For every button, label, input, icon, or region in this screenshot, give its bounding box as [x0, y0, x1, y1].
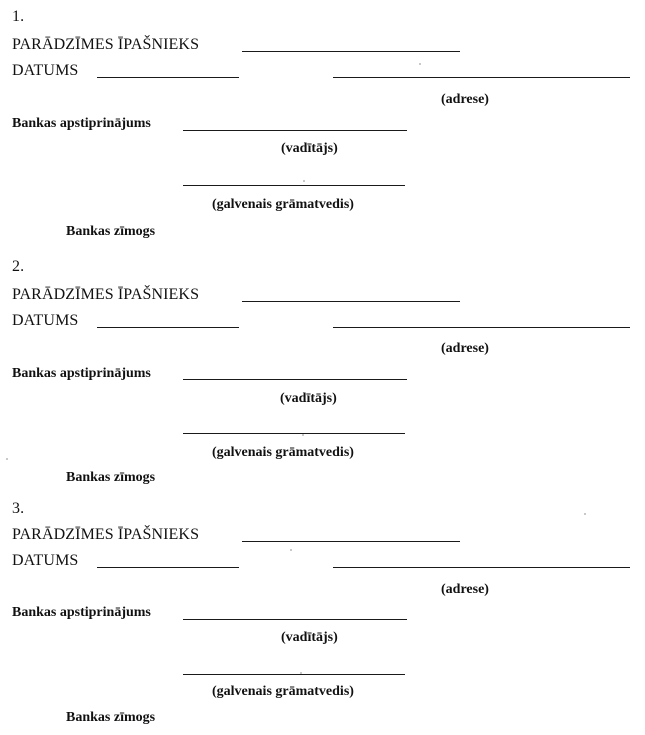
- address-field-line[interactable]: [333, 327, 630, 328]
- bank-confirmation-label: Bankas apstiprinājums: [12, 116, 151, 131]
- chief-accountant-label: (galvenais grāmatvedis): [212, 197, 354, 212]
- manager-label: (vadītājs): [281, 630, 338, 645]
- section-number: 1.: [12, 8, 25, 25]
- chief-accountant-signature-line[interactable]: [183, 674, 405, 675]
- date-label: DATUMS: [12, 552, 79, 569]
- scan-speck: [300, 672, 302, 674]
- address-field-line[interactable]: [333, 77, 630, 78]
- date-label: DATUMS: [12, 312, 79, 329]
- date-field-line[interactable]: [97, 77, 239, 78]
- date-field-line[interactable]: [97, 567, 239, 568]
- scan-speck: [6, 458, 8, 460]
- manager-signature-line[interactable]: [183, 130, 407, 131]
- bank-stamp-label: Bankas zīmogs: [66, 224, 156, 239]
- owner-field-line[interactable]: [242, 301, 460, 302]
- owner-label: PARĀDZĪMES ĪPAŠNIEKS: [12, 36, 200, 53]
- chief-accountant-label: (galvenais grāmatvedis): [212, 445, 354, 460]
- endorsement-section-2: [0, 250, 645, 486]
- scan-speck: [303, 180, 305, 182]
- chief-accountant-label: (galvenais grāmatvedis): [212, 684, 354, 699]
- bank-stamp-label: Bankas zīmogs: [66, 470, 156, 485]
- address-label: (adrese): [441, 341, 489, 356]
- manager-label: (vadītājs): [280, 391, 337, 406]
- date-label: DATUMS: [12, 62, 79, 79]
- owner-label: PARĀDZĪMES ĪPAŠNIEKS: [12, 526, 200, 543]
- owner-label: PARĀDZĪMES ĪPAŠNIEKS: [12, 286, 200, 303]
- section-number: 3.: [12, 500, 25, 517]
- manager-signature-line[interactable]: [183, 619, 407, 620]
- section-number: 2.: [12, 258, 25, 275]
- manager-signature-line[interactable]: [183, 379, 407, 380]
- scan-speck: [290, 549, 292, 551]
- bank-confirmation-label: Bankas apstiprinājums: [12, 366, 151, 381]
- address-label: (adrese): [441, 92, 489, 107]
- bank-stamp-label: Bankas zīmogs: [66, 710, 156, 725]
- date-field-line[interactable]: [97, 327, 239, 328]
- endorsement-section-1: [0, 0, 645, 239]
- endorsement-section-3: [0, 492, 645, 728]
- chief-accountant-signature-line[interactable]: [183, 185, 405, 186]
- owner-field-line[interactable]: [242, 51, 460, 52]
- scan-speck: [302, 434, 304, 436]
- owner-field-line[interactable]: [242, 541, 460, 542]
- scan-speck: [584, 513, 586, 515]
- address-label: (adrese): [441, 582, 489, 597]
- scan-speck: [419, 63, 421, 65]
- chief-accountant-signature-line[interactable]: [183, 433, 405, 434]
- manager-label: (vadītājs): [281, 141, 338, 156]
- address-field-line[interactable]: [333, 567, 630, 568]
- bank-confirmation-label: Bankas apstiprinājums: [12, 605, 151, 620]
